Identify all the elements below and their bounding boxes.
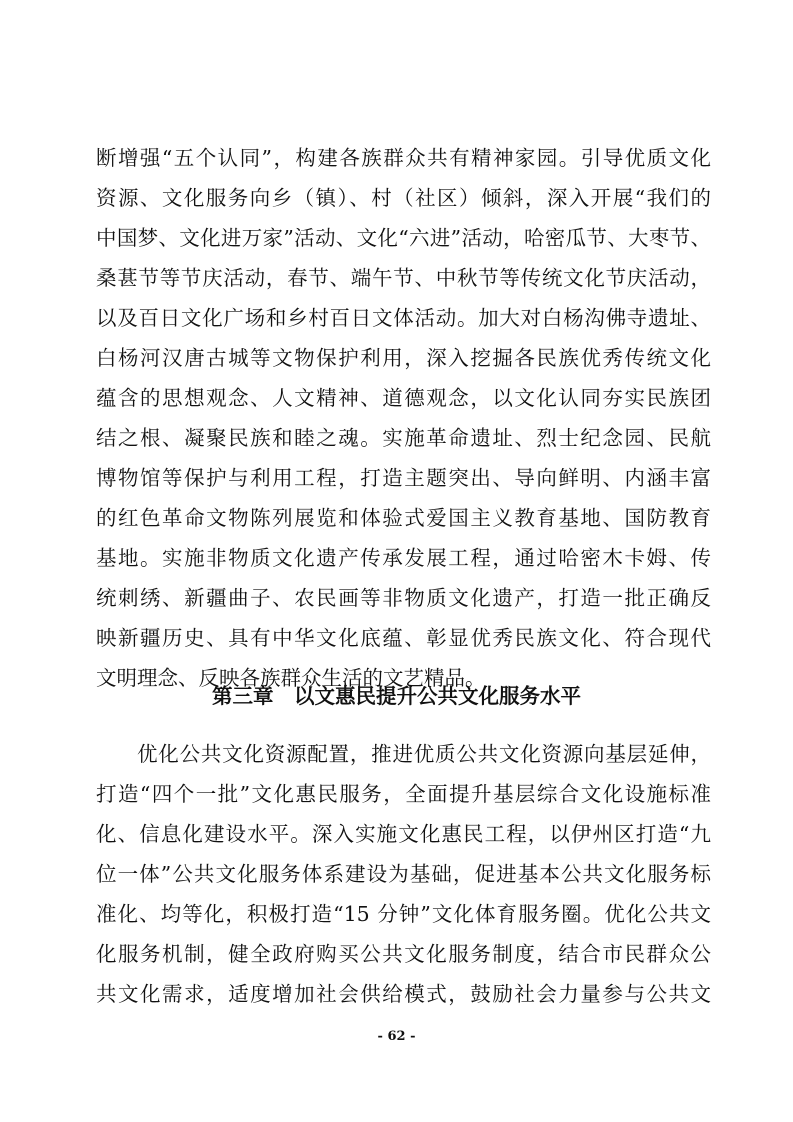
paragraph-line: 基地。实施非物质文化遗产传承发展工程，通过哈密木卡姆、传	[96, 546, 711, 570]
paragraph-line: 桑葚节等节庆活动，春节、端午节、中秋节等传统文化节庆活动，	[96, 266, 711, 290]
paragraph-line: 以及百日文化广场和乡村百日文体活动。加大对白杨沟佛寺遗址、	[96, 306, 711, 330]
paragraph-line: 映新疆历史、具有中华文化底蕴、彰显优秀民族文化、符合现代	[96, 626, 711, 650]
paragraph-line: 化服务机制，健全政府购买公共文化服务制度，结合市民群众公	[96, 942, 711, 966]
paragraph-line: 中国梦、文化进万家”活动、文化“六进”活动，哈密瓜节、大枣节、	[96, 226, 711, 250]
paragraph-line: 位一体”公共文化服务体系建设为基础，促进基本公共文化服务标	[96, 862, 711, 886]
chapter-heading: 第三章 以文惠民提升公共文化服务水平	[212, 684, 581, 708]
paragraph-line: 打造“四个一批”文化惠民服务，全面提升基层综合文化设施标准	[96, 782, 711, 806]
paragraph-line: 结之根、凝聚民族和睦之魂。实施革命遗址、烈士纪念园、民航	[96, 426, 711, 450]
paragraph-line: 资源、文化服务向乡（镇）、村（社区）倾斜，深入开展“我们的	[96, 186, 711, 210]
paragraph-line: 的红色革命文物陈列展览和体验式爱国主义教育基地、国防教育	[96, 506, 711, 530]
paragraph-line: 统刺绣、新疆曲子、农民画等非物质文化遗产，打造一批正确反	[96, 586, 711, 610]
paragraph-line: 文明理念、反映各族群众生活的文艺精品。	[96, 666, 486, 690]
paragraph-line: 化、信息化建设水平。深入实施文化惠民工程，以伊州区打造“九	[96, 822, 711, 846]
paragraph-line: 共文化需求，适度增加社会供给模式，鼓励社会力量参与公共文	[96, 982, 711, 1006]
paragraph-line: 蕴含的思想观念、人文精神、道德观念，以文化认同夯实民族团	[96, 386, 711, 410]
paragraph-line: 白杨河汉唐古城等文物保护利用，深入挖掘各民族优秀传统文化	[96, 346, 711, 370]
paragraph-line: 准化、均等化，积极打造“15 分钟”文化体育服务圈。优化公共文	[96, 902, 711, 926]
paragraph-line: 优化公共文化资源配置，推进优质公共文化资源向基层延伸，	[137, 742, 711, 766]
paragraph-line: 博物馆等保护与利用工程，打造主题突出、导向鲜明、内涵丰富	[96, 466, 711, 490]
page-number: - 62 -	[377, 1029, 416, 1044]
paragraph-line: 断增强“五个认同”，构建各族群众共有精神家园。引导优质文化	[96, 146, 711, 170]
